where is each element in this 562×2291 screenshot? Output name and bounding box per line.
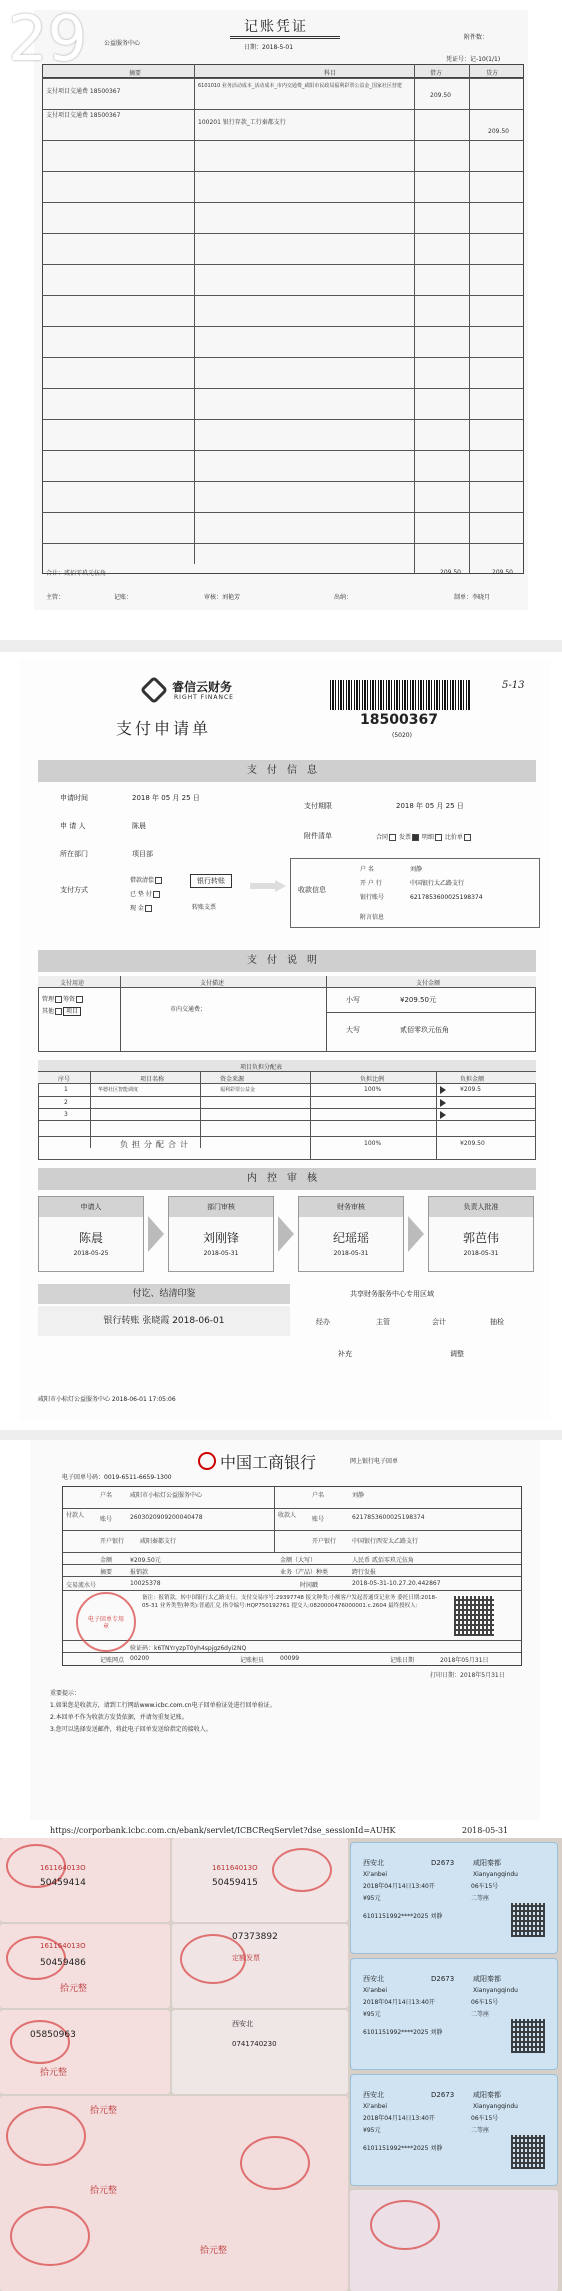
alloc-header-amount: 负担金额 [460, 1076, 485, 1083]
flow-arrow-2 [278, 1216, 294, 1252]
shared-role-check: 抽检 [490, 1318, 504, 1326]
applicant-label: 申 请 人 [60, 822, 86, 830]
voucher-attach: 附件数： [464, 34, 489, 41]
payer-bank: 咸阳秦都支行 [140, 1538, 177, 1545]
voucher-row-line [42, 171, 524, 172]
voucher-row-line [42, 357, 524, 358]
shared-role-adjust: 调整 [450, 1350, 464, 1358]
purpose-options: 管理 筹资 其他 项目 [42, 994, 84, 1018]
bank-summary-label: 摘要 [100, 1569, 113, 1576]
method-label: 支付方式 [60, 886, 88, 894]
alloc-title: 项目负担分配表 [240, 1064, 283, 1071]
accounting-voucher [34, 10, 528, 610]
voucher-row-line [42, 543, 524, 544]
alloc-row-1-name: 华德社区智能调度 [98, 1087, 139, 1093]
logo-icon [140, 676, 168, 704]
method-cheque: 转账支票 [192, 904, 217, 911]
voucher-row-line [42, 481, 524, 482]
receipt-4: 07373892 定额发票 [172, 1924, 348, 2008]
payer-account: 2603020909200040478 [130, 1514, 203, 1521]
bank-print-date: 打印日期：2018年5月31日 [430, 1672, 505, 1679]
checkbox-fund[interactable] [76, 996, 83, 1003]
section-audit: 内控审核 [38, 1168, 536, 1190]
arrow-to-payee [250, 880, 286, 892]
bank-amount: ¥209.50元 [130, 1557, 161, 1564]
bank-rec-date: 2018年05月31日 [440, 1657, 489, 1664]
bank-name: 中国工商银行 [220, 1453, 317, 1472]
extra-info-label: 附言信息 [360, 914, 385, 921]
due-date: 2018 年 05 月 25 日 [396, 802, 464, 810]
bank-doc-title: 网上银行电子回单 [350, 1458, 399, 1465]
checkbox-other[interactable] [55, 1008, 62, 1015]
voucher-signer-maker: 制单：李晓月 [454, 594, 491, 601]
checkbox-detail[interactable] [435, 834, 442, 841]
shared-role-handler: 经办 [316, 1318, 330, 1326]
shared-role-supplement: 补充 [338, 1350, 352, 1358]
alloc-header-no: 序号 [58, 1076, 71, 1083]
payee-bank-label: 开 户 行 [360, 880, 382, 887]
payee-account: 6217853600025198374 [410, 894, 483, 901]
voucher-header-credit: 贷方 [486, 70, 499, 77]
voucher-row-line [42, 78, 524, 79]
voucher-signer-cashier: 出纳： [334, 594, 353, 601]
receipt-8 [350, 2190, 558, 2291]
bank-time: 2018-05-31-10.27.20.442867 [352, 1580, 441, 1587]
voucher-number: 凭证号：记-10(1/1) [446, 56, 501, 63]
checkbox-quote[interactable] [464, 834, 471, 841]
payee-bank: 中国银行太乙路支行 [410, 880, 465, 887]
arrow-marker-2 [440, 1099, 446, 1107]
payee-account-label: 银行账号 [360, 894, 385, 901]
url-line: https://corporbank.icbc.com.cn/ebank/servlet/ICBCReqServlet?dse_sessionId=AUHK [50, 1826, 396, 1835]
audit-step-applicant: 申请人 陈晨 2018-05-25 [38, 1196, 144, 1272]
voucher-total-label: 合计：贰佰零玖元伍角 [46, 570, 107, 577]
logo-text: 睿信云财务 [172, 680, 233, 694]
desc-header-amount: 支付金额 [416, 980, 441, 987]
alloc-header-name: 项目名称 [140, 1076, 165, 1083]
voucher-header-subject: 科目 [324, 70, 337, 77]
payer-name-label: 户名 [100, 1492, 113, 1499]
shared-role-accountant: 会计 [432, 1318, 446, 1326]
voucher-date: 日期：2018-5-01 [244, 44, 294, 51]
alloc-total-ratio: 100% [364, 1140, 382, 1147]
bank-amount-label: 金额 [100, 1557, 113, 1564]
big-amount-label: 大写 [346, 1026, 360, 1034]
alloc-total-amount: ¥209.50 [460, 1140, 485, 1147]
checkbox-admin[interactable] [55, 996, 62, 1003]
big-amount: 贰佰零玖元伍角 [400, 1026, 449, 1034]
payee-account-label-bank: 账号 [312, 1516, 325, 1523]
payee-bank-label-bank: 开户银行 [312, 1538, 337, 1545]
receipt-2: 161164013O 50459415 [172, 1838, 348, 1922]
voucher-row-line [42, 295, 524, 296]
checkbox-invoice[interactable] [412, 834, 419, 841]
voucher-row-line [42, 388, 524, 389]
payee-name-label: 户 名 [360, 866, 374, 873]
receipt-3: 161164013O 50459486 拾元整 [0, 1924, 170, 2008]
shared-role-supervisor: 主管 [376, 1318, 390, 1326]
receipt-7: 拾元整 拾元整 拾元整 [0, 2096, 348, 2291]
alloc-row-1-source: 福利彩票公益金 [220, 1087, 256, 1093]
alloc-total-label: 负担分配合计 [120, 1140, 192, 1149]
payee-label: 收款信息 [298, 886, 326, 894]
voucher-row-line [42, 140, 524, 141]
voucher-org: 公益服务中心 [104, 40, 141, 47]
arrow-marker-1 [440, 1086, 446, 1094]
voucher-total-debit: 209.50 [440, 569, 461, 576]
bank-amount-big: 人民币 贰佰零玖元伍角 [352, 1557, 414, 1564]
flow-arrow-3 [408, 1216, 424, 1252]
voucher-title: 记账凭证 [244, 19, 308, 35]
alloc-row-3-no: 3 [64, 1111, 68, 1118]
bank-note-1: 1.如果您是收款方，请到工行网站www.icbc.com.cn电子回单验证处进行回单验证。 [50, 1702, 276, 1709]
payee-bank-bank: 中国银行西安太乙路支行 [352, 1538, 419, 1545]
payer-bank-label: 开户银行 [100, 1538, 125, 1545]
bank-verify: 验证码：k6TNYryzpT0yh4spjgz6dyi2NQ [130, 1645, 247, 1652]
arrow-marker-3 [440, 1111, 446, 1119]
bank-biz: 跨行发报 [352, 1569, 377, 1576]
receipt-6: 西安北 0741740230 [172, 2010, 348, 2094]
alloc-row-1-ratio: 100% [364, 1086, 382, 1093]
page-number: 29 [8, 2, 87, 75]
voucher-row-line [42, 326, 524, 327]
receipt-1: 161164013O 50459414 [0, 1838, 170, 1922]
bank-teller: 00099 [280, 1655, 300, 1662]
small-amount-label: 小写 [346, 996, 360, 1004]
voucher-row-line [42, 512, 524, 513]
desc-header-purpose: 支付用途 [60, 980, 85, 987]
bank-biz-label: 业务（产品）种类 [280, 1569, 329, 1576]
attach-options: 合同 发票 明细 比价单 [376, 834, 472, 841]
applicant-name: 陈晨 [132, 822, 146, 830]
voucher-row-1-debit: 209.50 [430, 92, 451, 99]
dept-label: 所在部门 [60, 850, 88, 858]
bank-qr-code [454, 1596, 494, 1636]
train-ticket-1: 西安北 Xi'anbei D2673 咸阳秦都 Xianyangqindu 2018年04月14日13:40开 06车15号 ¥95元 二等座 6101151992****2025 刘静 [350, 1842, 558, 1954]
bank-teller-label: 记账柜员 [240, 1657, 265, 1664]
payer-name: 咸阳市小标灯公益服务中心 [130, 1492, 203, 1499]
payee-name: 刘静 [410, 866, 423, 873]
voucher-row-line [42, 109, 524, 110]
settle-text: 银行转账 张晓霞 2018-06-01 [38, 1306, 290, 1336]
voucher-signer-supervisor: 主管： [46, 594, 65, 601]
bank-serial-label: 交易流水号 [66, 1582, 97, 1589]
bank-amount-big-label: 金额（大写） [280, 1557, 317, 1564]
voucher-row-line [42, 264, 524, 265]
voucher-row-1-subject: 6101010 业务活动成本_活动成本_市内交通费_咸阳市民政局福利彩票公益金_国家社区营建 [198, 83, 402, 89]
due-label: 支付期限 [304, 802, 332, 810]
checkbox-contract[interactable] [389, 834, 396, 841]
form-subnumber: (5020) [392, 732, 412, 739]
voucher-row-2-credit: 209.50 [488, 128, 509, 135]
audit-step-dept: 部门审核 刘刚锋 2018-05-31 [168, 1196, 274, 1272]
handwritten-note: 5-13 [502, 680, 525, 691]
receipts-photo [0, 1838, 562, 2291]
form-number: 18500367 [360, 712, 438, 728]
voucher-row-line [42, 233, 524, 234]
settle-title: 付讫、结清印鉴 [38, 1284, 290, 1304]
alloc-row-2-no: 2 [64, 1099, 68, 1106]
dept-value: 项目部 [132, 850, 153, 858]
bank-note-3: 3.您可以选择发送邮件，将此电子回单发送给指定的接收人。 [50, 1726, 212, 1733]
apply-time: 2018 年 05 月 25 日 [132, 794, 200, 802]
voucher-row-line [42, 202, 524, 203]
voucher-signer-auditor: 审核：刘艳芳 [204, 594, 241, 601]
apply-time-label: 申请时间 [60, 794, 88, 802]
bank-receipt [30, 1440, 540, 1820]
bank-logo-icon [198, 1452, 216, 1470]
voucher-row-1-summary: 支付项目交通费 18500367 [46, 88, 121, 95]
desc-header-desc: 支付描述 [200, 980, 225, 987]
alloc-header-ratio: 负担比例 [360, 1076, 385, 1083]
payee-name-bank: 刘静 [352, 1492, 365, 1499]
voucher-total-credit: 209.50 [492, 569, 513, 576]
bank-records-label: 记账网点 [100, 1657, 125, 1664]
url-date: 2018-05-31 [462, 1826, 509, 1835]
logo-text-en: RIGHT FINANCE [174, 694, 234, 701]
bank-serial: 10025378 [130, 1580, 161, 1587]
bank-note-2: 2.本回单不作为收款方发货依据，并请勿重复记账。 [50, 1714, 188, 1721]
payee-label-bank: 收款人 [278, 1512, 297, 1519]
train-ticket-2: 西安北 Xi'anbei D2673 咸阳秦都 Xianyangqindu 2018年04月14日13:40开 06车15号 ¥95元 二等座 6101151992****2025 刘静 [350, 1958, 558, 2070]
bank-seal-text: 电子回单专用章 [87, 1616, 124, 1631]
payee-account-bank: 6217853600025198374 [352, 1514, 425, 1521]
bank-note: 备注：报销款，转中国银行太乙路支行。支付交易序号:29397748 报文种类:小额客户发起普通贷记业务 委托日期:2018-05-31 业务类型(种类):普通汇兑 指令编号:HQP750192761 提交人:0820000476000001.c.2604 最终授权人: [142, 1595, 438, 1609]
section-payment-desc: 支付说明 [38, 950, 536, 972]
method-options: 借款清偿 已 垫 付 现 金 [130, 874, 163, 916]
voucher-header-debit: 借方 [430, 70, 443, 77]
bank-records: 00200 [130, 1655, 150, 1662]
alloc-row-1-no: 1 [64, 1086, 68, 1093]
voucher-row-line [42, 450, 524, 451]
form-title: 支付申请单 [116, 719, 212, 738]
bank-summary: 报销款 [130, 1569, 149, 1576]
bank-doc-no: 电子回单号码：0019-6511-6659-1300 [62, 1474, 172, 1481]
alloc-row-1-amount: ¥209.5 [460, 1086, 481, 1093]
desc-text: 市内交通费； [170, 1006, 207, 1013]
payee-name-label-bank: 户名 [312, 1492, 325, 1499]
payer-account-label: 账号 [100, 1516, 113, 1523]
method-bank-transfer[interactable]: 银行转账 [190, 874, 232, 888]
checkbox-cash[interactable] [145, 905, 152, 912]
section-payment-info: 支付信息 [38, 760, 536, 782]
receipt-5: 05850963 拾元整 [0, 2010, 170, 2094]
payer-label: 付款人 [66, 1512, 85, 1519]
audit-step-approver: 负责人批准 郭芭伟 2018-05-31 [428, 1196, 534, 1272]
checkbox-loan[interactable] [155, 877, 162, 884]
audit-step-finance: 财务审核 纪瑶瑶 2018-05-31 [298, 1196, 404, 1272]
voucher-header-summary: 摘要 [129, 70, 142, 77]
alloc-header-source: 资金来源 [220, 1076, 245, 1083]
shared-title: 共享财务服务中心专用区域 [350, 1290, 434, 1298]
bank-rec-date-label: 记账日期 [390, 1657, 415, 1664]
small-amount: ¥209.50元 [400, 996, 436, 1004]
bank-notes-title: 重要提示： [50, 1690, 81, 1697]
payment-request-form [20, 660, 550, 1420]
voucher-row-line [42, 419, 524, 420]
train-ticket-3: 西安北 Xi'anbei D2673 咸阳秦都 Xianyangqindu 2018年04月14日13:40开 06车15号 ¥95元 二等座 6101151992****2025 刘静 [350, 2074, 558, 2186]
checkbox-advanced[interactable] [153, 891, 160, 898]
barcode [330, 680, 470, 710]
voucher-row-2-summary: 支付项目交通费 18500367 [46, 112, 121, 119]
form-footer: 咸阳市小标灯公益服务中心 2018-06-01 17:05:06 [38, 1396, 176, 1403]
bank-time-label: 时间戳 [300, 1582, 319, 1589]
attach-list-label: 附件清单 [304, 832, 332, 840]
flow-arrow-1 [148, 1216, 164, 1252]
purpose-project[interactable]: 项目 [63, 1007, 81, 1016]
voucher-signer-bookkeeper: 记账： [114, 594, 133, 601]
voucher-row-2-subject: 100201 银行存款_工行秦都支行 [198, 119, 286, 126]
